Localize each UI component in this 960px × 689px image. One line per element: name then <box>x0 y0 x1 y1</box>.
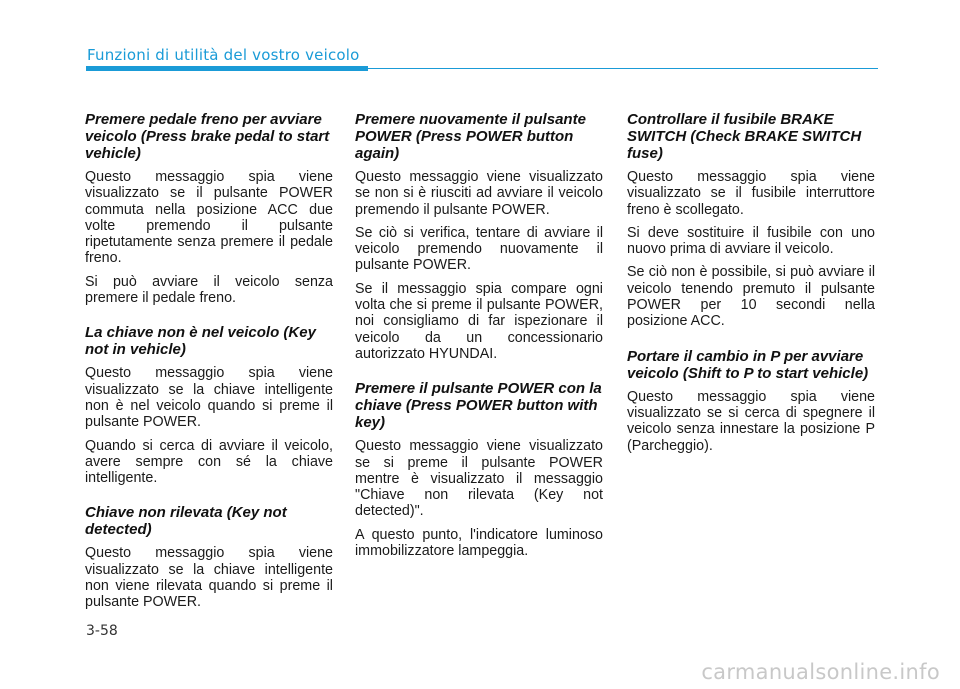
body-paragraph: Questo messaggio viene visualizzato se si preme il pulsante POWER mentre è visualizzato il messaggio "Chiave non rilevata (Key not detected)". <box>355 438 603 520</box>
page-number: 3-58 <box>86 623 118 639</box>
body-paragraph: Questo messaggio spia viene visualizzato se il fusibile interruttore freno è scollegato. <box>627 169 875 218</box>
text-column-1 <box>85 111 333 629</box>
message-section <box>85 111 333 306</box>
body-paragraph: Si deve sostituire il fusibile con uno nuovo prima di avviare il veicolo. <box>627 224 875 258</box>
section-heading: Premere nuovamente il pulsante POWER (Press POWER button again) <box>355 111 586 162</box>
message-section <box>627 111 875 330</box>
body-paragraph: Si può avviare il veicolo senza premere il pedale freno. <box>85 273 333 307</box>
message-section <box>355 380 603 559</box>
section-heading: Controllare il fusibile BRAKE SWITCH (Check BRAKE SWITCH fuse) <box>627 111 862 162</box>
body-paragraph: Questo messaggio spia viene visualizzato se la chiave intelligente non è nel veicolo quando si preme il pulsante POWER. <box>85 365 333 431</box>
body-paragraph: Questo messaggio spia viene visualizzato se si cerca di spegnere il veicolo senza innestare la posizione P (Parcheggio). <box>627 388 875 454</box>
section-heading: Premere il pulsante POWER con la chiave (Press POWER button with key) <box>355 380 602 432</box>
site-watermark: carmanualsonline.info <box>701 660 940 684</box>
section-header-title: Funzioni di utilità del vostro veicolo <box>87 46 360 64</box>
header-accent-bar <box>86 66 368 71</box>
message-section <box>85 324 333 486</box>
body-paragraph: A questo punto, l'indicatore luminoso immobilizzatore lampeggia. <box>355 526 603 560</box>
section-heading: Chiave non rilevata (Key not detected) <box>85 504 287 539</box>
message-section <box>85 504 333 610</box>
body-paragraph: Se ciò non è possibile, si può avviare il veicolo tenendo premuto il pulsante POWER per 10 secondi nella posizione ACC. <box>627 264 875 330</box>
header-rule-line <box>368 68 878 69</box>
body-paragraph: Se ciò si verifica, tentare di avviare il veicolo premendo nuovamente il pulsante POWER. <box>355 224 603 274</box>
section-heading: La chiave non è nel veicolo (Key not in vehicle) <box>85 324 316 359</box>
body-paragraph: Se il messaggio spia compare ogni volta che si preme il pulsante POWER, noi consigliamo di far ispezionare il veicolo da un concessionario autorizzato HYUNDAI. <box>355 280 603 362</box>
text-column-3 <box>627 111 875 472</box>
body-paragraph: Questo messaggio spia viene visualizzato se la chiave intelligente non viene rilevata quando si preme il pulsante POWER. <box>85 545 333 611</box>
text-column-2 <box>355 111 603 577</box>
section-heading: Premere pedale freno per avviare veicolo (Press brake pedal to start vehicle) <box>85 111 330 162</box>
body-paragraph: Questo messaggio viene visualizzato se non si è riusciti ad avviare il veicolo premendo il pulsante POWER. <box>355 169 603 218</box>
body-paragraph: Questo messaggio spia viene visualizzato se il pulsante POWER commuta nella posizione ACC due volte premendo il pulsante ripetutamente senza premere il pedale freno. <box>85 169 333 267</box>
message-section <box>627 348 875 454</box>
section-heading: Portare il cambio in P per avviare veicolo (Shift to P to start vehicle) <box>627 347 869 382</box>
message-section <box>355 111 603 362</box>
body-paragraph: Quando si cerca di avviare il veicolo, avere sempre con sé la chiave intelligente. <box>85 437 333 487</box>
